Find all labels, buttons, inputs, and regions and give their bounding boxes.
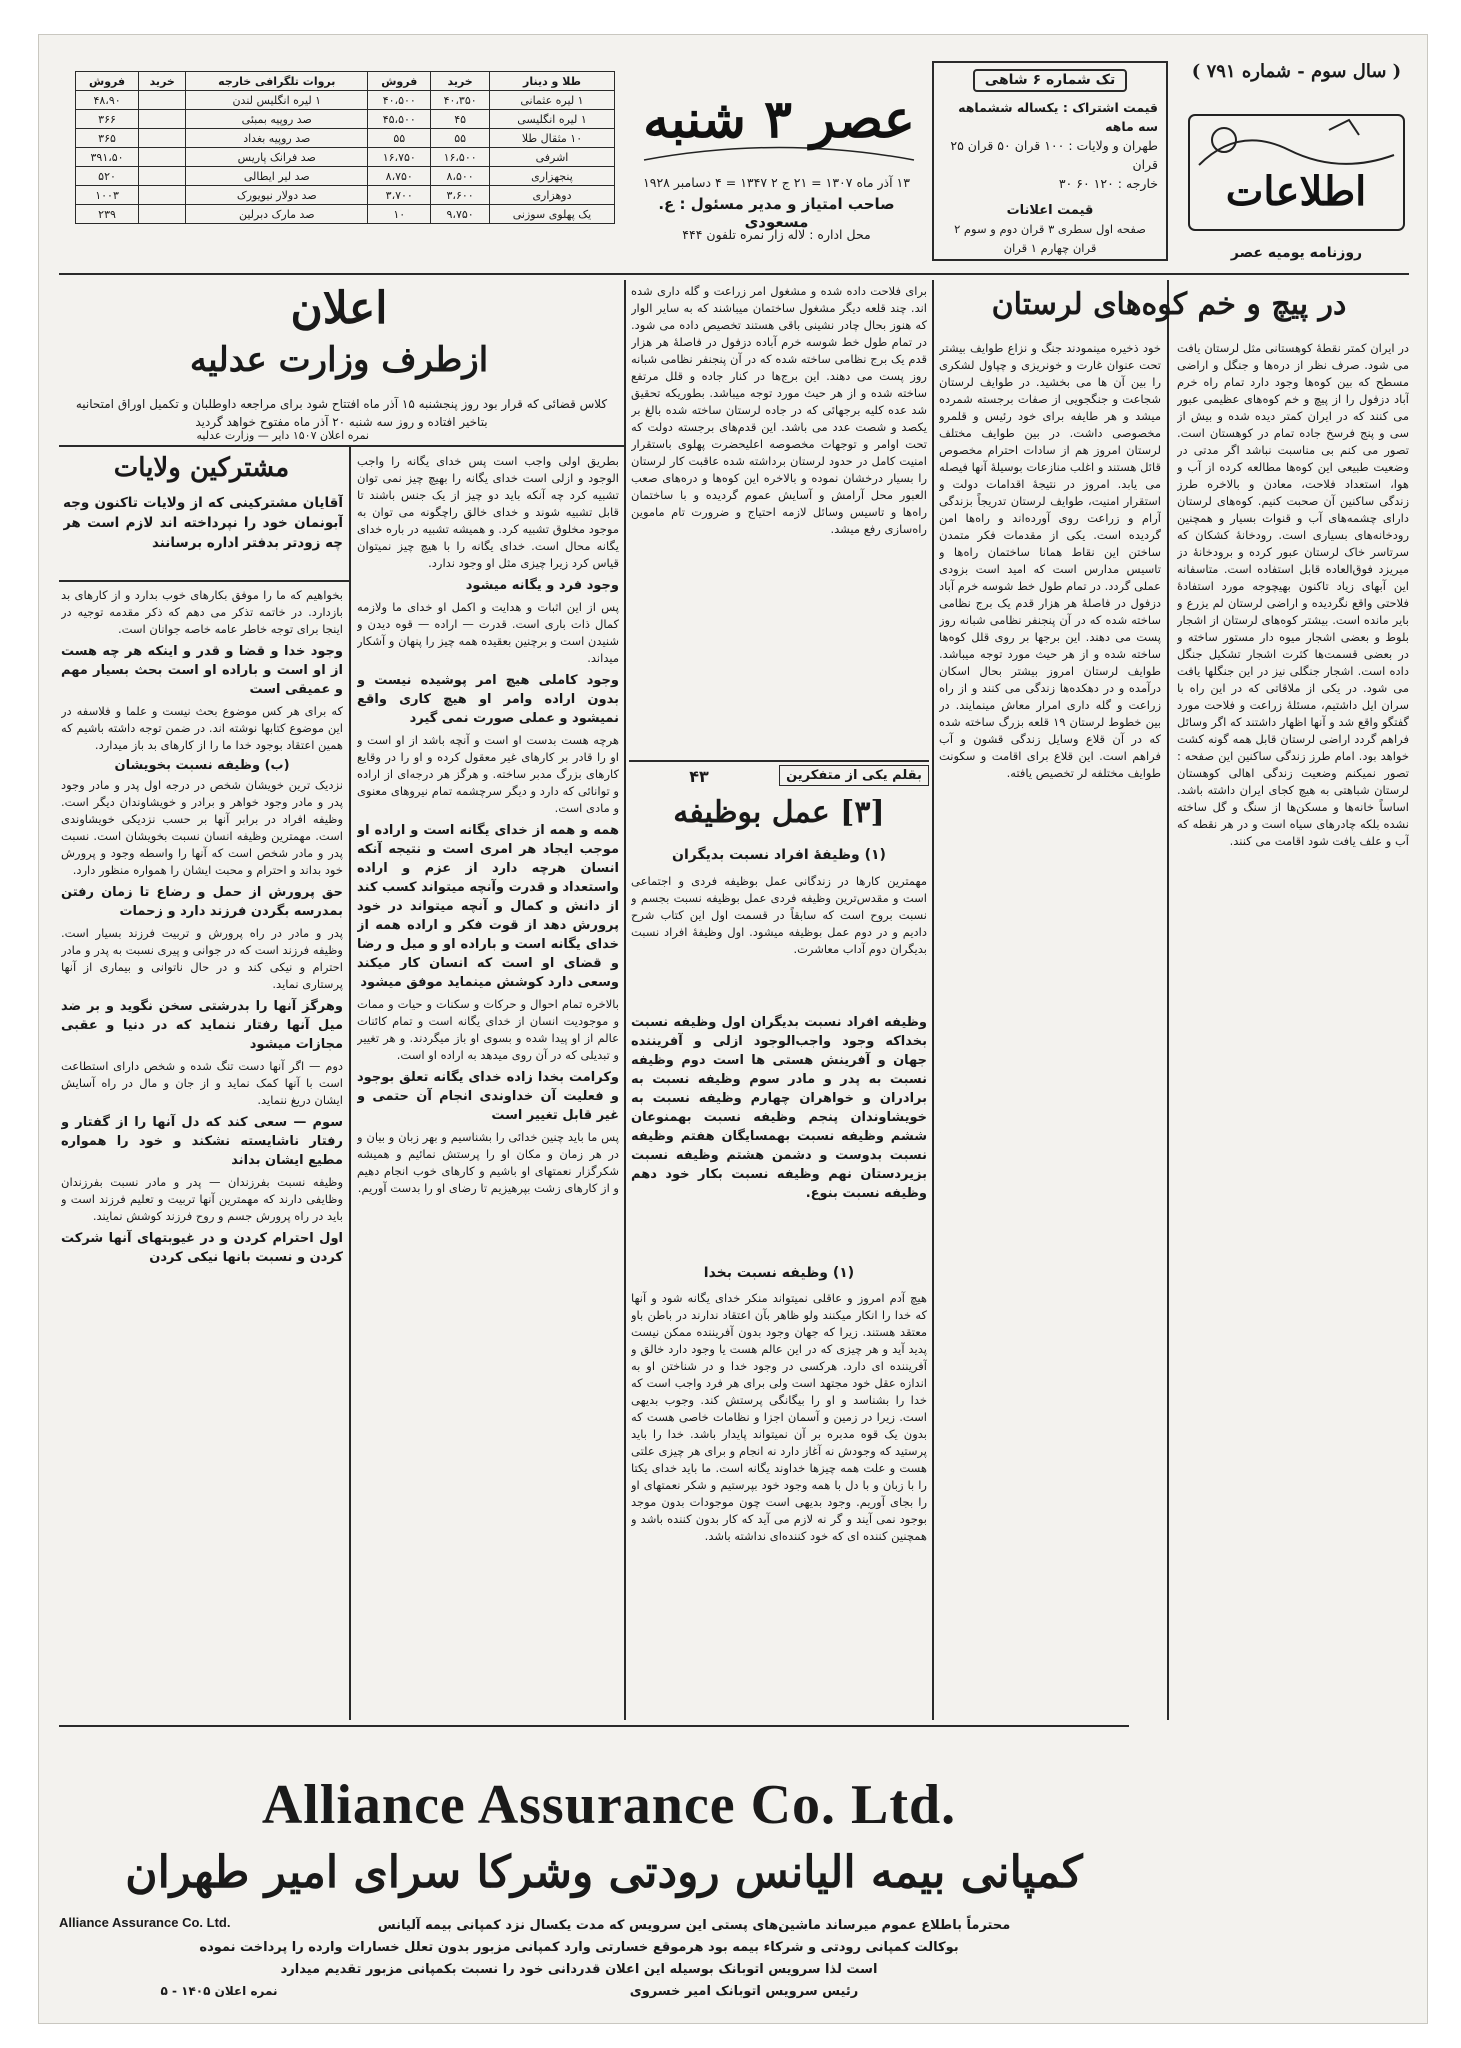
lorestan-headline: در پیچ و خم کوه‌های لرستان [991, 287, 1347, 322]
date-line: ۱۳ آذر ماه ۱۳۰۷ = ۲۱ ج ۲ ۱۳۴۷ = ۴ دسامبر ۱۹۲۸ [643, 175, 910, 190]
rate-gold-name: ۱ لیره انگلیسی [489, 110, 614, 129]
office-line: محل اداره : لاله زار نمره تلفون ۴۴۴ [682, 227, 871, 242]
subscribers-body: آقایان مشترکینی که از ولایات تاکنون وجه آبونمان خود را نپرداخته اند لازم است هر چه زودتر بدفتر اداره برسانند [63, 495, 343, 551]
subscription-tehran: طهران و ولایات : ۱۰۰ قران ۵۰ قران ۲۵ قران [950, 138, 1158, 172]
subscription-price-title: قیمت اشتراک : یکساله ششماهه سه ماهه [958, 100, 1158, 134]
rate-fx-name: صد فرانک پاریس [186, 148, 368, 167]
series-body-bold: وظیفه افراد نسبت بدیگران اول وظیفه نسبت بخداکه وجود واجب‌الوجود ازلی و آفریننده جهان و آفرینش هستی ها است دوم وظیفه نسبت به پدر و مادر سوم وظیفه نسبت به برادران و خواهران چهارم وظیفه نسبت به خویشاوندان پنجم وظیفه نسبت بهمنوعان ششم وظیفه نسبت بهمسایگان هفتم وظیفه نسبت بدوست و دشمن هشتم وظیفه نسبت بزیردستان نهم وظیفه نسبت بکار خود دهم وظیفه نسبت بنوع. [631, 1015, 927, 1201]
rate-fx-buy [139, 110, 186, 129]
rate-gold-sell: ۵۵ [368, 129, 431, 148]
rates-row [76, 148, 615, 167]
lorestan-col3: برای فلاحت داده شده و مشغول امر زراعت و گله داری شده اند. چند قلعه دیگر مشغول ساختمان میباشند که به سایر الوار که هنوز بحال چادر نشینی باقی هستند تخصیص داده می شود. در تمام طول خط شوسه خرم آباده دزفول در فاصلهٔ هر هزار قدم یک برج نظامی ساخته شده که در آن پنجنفر نظامی شبانه روز پست می دهند. این برج‌ها در کنار جاده و قلل مرتفع ساخته شده و از هر حیث مورد توجه میباشد. بطوریکه تحقیق شد عده کلیه برجهائی که در جاده لرستان ساخته شده بالغ بر یکصد و شصت عدد می باشد. این قدم‌های برجسته دولت که تحت اوامر و توجهات مخصوصه اعلیحضرت پهلوی باستقرار امنیت کامل در حدود لرستان برداشته شده عاقبت کار لرستان را بسیار درخشان نموده و بالاخره این کوه‌ها و دره‌های صعب العبور محل آرامش و آسایش عموم گردیده و با ساختمان راه‌ها و تاسیس وسائل لازمه احتیاج و ضرورت تام ماموین راه‌سازی رفع میشد. [631, 284, 927, 536]
announcement-subtitle: ازطرف وزارت عدلیه [189, 340, 489, 380]
rates-header-fx-sell: فروش [76, 72, 139, 91]
rate-gold-sell: ۱۶،۷۵۰ [368, 148, 431, 167]
essay-a-para2: نزدیک ترین خویشان شخص در درجه اول پدر و مادر وجود پدر و مادر وجود خواهر و برادر و خویشاوندان دیگر است. وظیفه افراد در برابر آنها بر حسب نزدیکی خویشاوندی است. مهمترین وظیفه انسان نسبت بخویشان است. نسبت پدر و مادر شخص است که آنها را واسطه وجود و پرورش خود بداند و احترام و محبت ایشان را همواره منظور دارد. [61, 778, 343, 877]
announcement-body: کلاس قضائی که قرار بود روز پنجشنبه ۱۵ آذر ماه افتتاح شود برای مراجعه داوطلبان و تکمیل اوراق امتحانیه بتاخیر افتاده و روز سه شنبه ۲۰ آذر ماه مفتوح خواهد گردید [75, 397, 608, 429]
masthead-title-text: عصر ۳ شنبه [643, 89, 915, 150]
rate-gold-name: یک پهلوی سوزنی [489, 205, 614, 224]
ad-body-line3: است لذا سرویس اتوبانک بوسیله این اعلان قدردانی خود را نسبت بکمپانی مزبور تقدیم میدارد [280, 1962, 878, 1977]
rates-row [76, 186, 615, 205]
series-body-start: مهمترین کارها در زندگانی عمل بوظیفه فردی و اجتماعی است و مقدس‌ترین وظیفه فردی عمل بوظیفه نسبت بجسم و نسبت بروح است که سابقاً در قسمت اول این کتاب شرح دادیم و در دوم عمل بوظیفه میشود. اول وظیفهٔ افراد نسبت بدیگران دوم آداب معاشرت. [631, 874, 927, 956]
rate-gold-buy: ۴۵ [431, 110, 490, 129]
rate-fx-buy [139, 167, 186, 186]
essay-a-section2: (ب) وظیفه نسبت بخویشان [114, 758, 290, 773]
rates-row [76, 205, 615, 224]
rate-gold-sell: ۳،۷۰۰ [368, 186, 431, 205]
essay-b-bold3: همه و همه از خدای یگانه است و اراده او موجب ایجاد هر امری است و نتیجه آنکه انسان هرچه دارد از عزم و اراده واستعداد و قدرت وآنچه میتواند کسب کند از دانش و کمال و آنچه میتواند در خود پرورش دهد از قوت فکر و اراده همه از خدای یگانه است و باراده او و میل و رضا و قضای او است که انسان کار میکند وسعی دارد کوشش مینماید موفق میشود [357, 823, 619, 990]
rate-gold-buy: ۹،۷۵۰ [431, 205, 490, 224]
ads-price-line: صفحه اول سطری ۳ قران دوم و سوم ۲ قران چهارم ۱ قران [954, 222, 1146, 255]
rate-gold-buy: ۴۰،۳۵۰ [431, 91, 490, 110]
masthead-title [634, 65, 924, 175]
essay-b-bold4: وکرامت بخدا زاده خدای یگانه تعلق بوجود و فعلیت آن خداوندی انجام آن حتمی و غیر قابل تغییر است [357, 1070, 619, 1123]
subscription-box [932, 61, 1168, 261]
essay-a-para4: دوم — اگر آنها دست تنگ شده و شخص دارای استطاعت است با آنها کمک نماید و از جان و مال در راه آسایش ایشان دریغ ننماید. [61, 1059, 343, 1107]
essay-a-bold5: اول احترام کردن و در غیوبتهای آنها شرکت کردن و نسبت بانها نیکی کردن [61, 1231, 343, 1265]
column-rule-2 [932, 280, 934, 1720]
newspaper-logo [1179, 95, 1414, 245]
rates-row [76, 91, 615, 110]
rate-gold-name: پنجهزاری [489, 167, 614, 186]
essay-b-para1: بطریق اولی واجب است پس خدای یگانه را واجب الوجود و ازلی است خدای یگانه را بهیچ چیز نمی توان تشبیه کرد چه آنکه باید دو چیز از یک جنس باشند تا قابل تشبیه شوند و خدای خالق راچگونه می توان به موجود مخلوق تشبیه کرد. و همیشه تشبیه در باره خدای یگانه محال است. خدای یگانه را با هیچ چیز نمیتوان قیاس کرد زیرا چیزی مثل او وجود ندارد. [357, 454, 619, 570]
rate-fx-name: صد روپیه بغداد [186, 129, 368, 148]
ad-body-line2: بوکالت کمپانی رودتی و شرکاء بیمه بود هرموقع خسارتی وارد کمپانی مزبور بدون تعلل خسارات وارده را پرداخت نموده [199, 1940, 959, 1955]
ad-number: نمره اعلان ۱۴۰۵ - ۵ [160, 1984, 278, 1998]
ad-signature: رئیس سرویس اتوبانک امیر خسروی [629, 1984, 859, 1999]
essay-a-para1: که برای هر کس موضوع بحث نیست و علما و فلاسفه در این موضوع کتابها نوشته اند. در ضمن توجه داشته باشیم که همین اعتقاد بوجود خدا ما را از کارهای بد باز میدارد. [61, 704, 343, 752]
column-rule-4 [349, 445, 351, 1720]
essay-a-bold3: وهرگز آنها را بدرشتی سخن نگوید و بر ضد میل آنها رفتار ننماید که در دنیا و عقبی مجازات میشود [61, 999, 343, 1052]
essay-a-bold2: حق پرورش از حمل و رضاع تا زمان رفتن بمدرسه بگردن فرزند دارد و زحمات [61, 885, 343, 919]
rates-header-sell: فروش [368, 72, 431, 91]
rates-header-fx: بروات تلگرافی خارجه [186, 72, 368, 91]
newspaper-page [38, 34, 1428, 2024]
rate-fx-sell: ۳۶۵ [76, 129, 139, 148]
rate-fx-buy [139, 91, 186, 110]
ad-body-line1: محترماً باطلاع عموم میرساند ماشین‌های پستی این سرویس که مدت یکسال نزد کمپانی بیمه آلیانس [377, 1918, 1011, 1933]
single-issue-price: تک شماره ۶ شاهی [973, 69, 1127, 92]
essay-a-para3: پدر و مادر در راه پرورش و تربیت فرزند بسیار است. وظیفه فرزند است که در جوانی و پیری نسبت به پدر و مادر احترام و نیکی کند و در حال ناتوانی و بیماری از آنها پرستاری نماید. [61, 926, 343, 991]
rate-gold-buy: ۸،۵۰۰ [431, 167, 490, 186]
rate-gold-buy: ۳،۶۰۰ [431, 186, 490, 205]
rate-gold-name: دوهزاری [489, 186, 614, 205]
announcement-rule [59, 445, 624, 447]
series-byline: بقلم یکی از متفکرین [779, 765, 929, 786]
essay-a-intro: بخواهیم که ما را موفق بکارهای خوب بدارد و از کارهای بد بازدارد. در خاتمه تذکر می دهم که ذکر مقدمه توجیه در اینجا برای توجه خاطر عامه خاصه جوانان است. [61, 588, 343, 636]
series-top-rule [629, 760, 929, 762]
rates-row [76, 167, 615, 186]
issue-serial: ( سال سوم - شماره ۷۹۱ ) [1191, 61, 1402, 82]
subscription-abroad: خارجه : ۱۲۰ ۶۰ ۳۰ [1058, 176, 1158, 191]
ad-top-rule [59, 1725, 1129, 1727]
rate-fx-buy [139, 129, 186, 148]
daily-subtitle: روزنامه یومیه عصر [1230, 245, 1363, 261]
subscribers-rule [59, 580, 349, 582]
rate-fx-name: صد دولار نیویورک [186, 186, 368, 205]
ads-price-title: قیمت اعلانات [1006, 203, 1094, 218]
rates-header-fx-buy: خرید [139, 72, 186, 91]
essay-b-para5: پس ما باید چنین خدائی را بشناسیم و بهر زبان و بیان و در هر زمان و مکان او را پرستش نمائیم و همیشه شکرگزار نعمتهای او باشیم و کارهای خوب انجام دهیم و از کارهای زشت بپرهیزیم تا رضای او را بدست آوریم. [357, 1130, 619, 1195]
rate-gold-sell: ۴۵،۵۰۰ [368, 110, 431, 129]
rates-row [76, 129, 615, 148]
rate-fx-sell: ۳۹۱،۵۰ [76, 148, 139, 167]
rate-gold-buy: ۱۶،۵۰۰ [431, 148, 490, 167]
announcement-footer: نمره اعلان ۱۵۰۷ دایر — وزارت عدلیه [196, 429, 369, 442]
series-number: ۴۳ [689, 767, 709, 786]
rate-fx-name: صد لیر ایطالی [186, 167, 368, 186]
essay-col-a [61, 587, 343, 1715]
rate-gold-sell: ۸،۷۵۰ [368, 167, 431, 186]
rate-gold-sell: ۴۰،۵۰۰ [368, 91, 431, 110]
proprietor-line: صاحب امتیاز و مدیر مسئول : ع. مسعودی [658, 195, 895, 231]
essay-a-bold1: وجود خدا و قضا و قدر و اینکه هر چه هست از او است و باراده او است بحث بسیار مهم و عمیقی است [61, 644, 343, 697]
essay-b-para3: هرچه هست بدست او است و آنچه باشد از او است و او را قادر بر کارهای غیر معقول کرده و او را در وقایع کارهای بزرگ مدبر ساخته. و هرگز هر درجه‌ای از اراده و توانائی که دارد و دیگر سرچشمه تمام نیروهای معنوی و مادی است. [357, 733, 619, 815]
rate-gold-sell: ۱۰ [368, 205, 431, 224]
series-section-god: (۱) وظیفه نسبت بخدا [703, 1265, 855, 1281]
rate-fx-name: صد روپیه بمبئی [186, 110, 368, 129]
rate-fx-sell: ۳۶۶ [76, 110, 139, 129]
rates-row [76, 110, 615, 129]
essay-a-bold4: سوم — سعی کند که دل آنها را از گفتار و رفتار ناشایسته نشکند و خود را همواره مطیع ایشان بداند [61, 1115, 343, 1168]
series-body-rest: هیچ آدم امروز و عاقلی نمیتواند منکر خدای یگانه شود و آنها که خدا را انکار میکنند ولو ظاهر بآن اعتقاد ندارند در باطن باو معتقد هستند. زیرا که جهان وجود بدون آفریننده ممکن نیست پدید آید و هر چیزی که در این عالم هست یا وجود دارد خالق و آفریننده ای دارد. هرکسی در وجود خدا و در شناختن او به اندازه عقل خود مجتهد است ولی برای هر فرد واجب است که خدا را بشناسد و او را بیگانگی پرستش کند. وجوب بدیهی است. زیرا در زمین و آسمان اجزا و نظامات خاصی هست که بدون یک قوه مدبره بر آن نمیتواند پایدار باشد. خدا را باید پرستید که وجودش نه آغاز دارد نه انجام و برای هر چیزی علتی هست و علت همه چیزها خداوند یگانه است. ما باید خدای یکتا را با زبان و با دل با همه وجود خود بپرستیم و شکر نعمتهای او را بجای آوریم. وجود بدیهی است چون موجودات بدون موجد بوجود نمی آیند و گر نه لازم می آید که کار بدون کننده باشد و همچنین کننده ای که خود کننده‌ای نداشته باشد. [631, 1291, 927, 1543]
exchange-rates-table [75, 71, 615, 224]
rate-fx-buy [139, 148, 186, 167]
subscribers-title: مشترکین ولایات [113, 453, 290, 483]
rate-fx-sell: ۴۸،۹۰ [76, 91, 139, 110]
ad-persian-title: کمپانی بیمه الیانس رودتی وشرکا سرای امیر طهران [125, 1847, 1083, 1898]
series-subhead: (۱) وظیفهٔ افراد نسبت بدیگران [672, 847, 886, 863]
rate-fx-sell: ۲۳۹ [76, 205, 139, 224]
lorestan-col1: در ایران کمتر نقطهٔ کوهستانی مثل لرستان یافت می شود. صرف نظر از دره‌ها و جنگل و اراضی مسطح که بین کوه‌ها وجود دارد تمام راه خرم آباد دزفول را از پیچ و خم کوه‌های عظیمی عبور می کنند که در ایران کمتر دیده شده و بیش از سی و پنج فرسخ جاده تمام در کوهستان است. تصور می کنم بی مناسبت نباشد اگر مدتی در وضعیت طبیعی این کوه‌ها مطالعه کرده از آب و هوا، استعداد فلاحت، معادن و بالاخره طرز زندگی ساکنین آن صحبت کنیم. کوه‌های لرستان دارای چشمه‌های آب و قنوات بسیار و همچنین رودخانه‌های بسیاری است. رودخانهٔ کشکان که سرتاسر خاک لرستان عبور کرده و برودخانهٔ دز میریزد فوق‌العاده قابل استفاده است. متاسفانه این آبهای زیاد تاکنون بهیچوجه مورد استفادهٔ فلاحتی واقع نگردیده و اراضی لرستان لم یزرع و بایر مانده است. بیشتر کوه‌های لرستان از اشجار بلوط و بعضی اشجار میوه دار مستور ساخته و در بعضی قسمت‌ها کثرت اشجار تشکیل جنگل داده است. اشجار جنگلی نیز در این جنگلها یافت می شود. در یکی از ملاقاتی که در این راه با سران ایل داشتیم، مسئلهٔ زراعت و فلاحت مورد گفتگو واقع شد و آنها اظهار داشتند که اگر وسائل فراهم گردد اراضی لرستان قابل همه گونه کشت خواهد بود. امام طرز زندگی ساکنین این صفحه : تصور نمیکنم وضعیت زندگی اهالی کوهستان لرستان شباهتی به هیچ کجای ایران داشته باشد. اساساً خانه‌ها و مسکن‌ها از سنگ و گل ساخته نشده بلکه چادرهای سیاه است و در هر نقطه که آب و علف یافت شود اقامت می کنند. [1177, 341, 1409, 848]
rate-gold-name: اشرفی [489, 148, 614, 167]
rates-header-buy: خرید [431, 72, 490, 91]
logo-text: اطلاعات [1225, 168, 1367, 215]
essay-b-bold1: وجود فرد و یگانه میشود [465, 578, 619, 593]
rate-gold-name: ۱۰ مثقال طلا [489, 129, 614, 148]
announcement-title: اعلان [290, 283, 388, 334]
column-rule-1 [1167, 280, 1169, 1720]
essay-b-bold2: وجود کاملی هیچ امر پوشیده نیست و بدون اراده وامر او هیچ کاری واقع نمیشود و عملی صورت نمی گیرد [357, 673, 619, 726]
lorestan-col2: خود ذخیره مینمودند جنگ و نزاع طوایف بیشتر تحت عنوان غارت و خونریزی و چپاول لشکری را بین آن ها می بخشید. در طوایف لرستان شجاعت و جنگجویی از صفات برجسته شمرده میشد و هر طایفه برای خود رئیس و قلمرو مخصوصی داشت. در بین طوایف مختلف لرستان امروز هم از سادات احترام مخصوص قائل هستند و اغلب منازعات بوسیلهٔ آنها فیصله می یابد. امروز در نتیجهٔ اقدامات دولت و استقرار امنیت، طوایف لرستان تدریجاً بزندگی آرام و زراعت روی آورده‌اند و راه‌ها امن گردیده است. یکی از مقدمات فکر متمدن ساختن این نقاط همانا ساختمان راه‌ها و تاسیس مدارس است که امید است بزودی عملی گردد. در تمام طول خط شوسه خرم آباد دزفول در فاصلهٔ هر هزار قدم یک برج نظامی ساخته شده که در آن پنجنفر نظامی شبانه روز پست می دهند. این برجها بر روی قلل کوه‌ها ساخته شده و از هر حیث مورد توجه میباشد. طوایف لرستان امروز بیشتر بحال اسکان درآمده و در دهکده‌ها زندگی می کنند و از راه زراعت و گله داری امرار معاش مینمایند. در بین خطوط لرستان ۱۹ قلعه بزرگ ساخته شده که در آن قلاع وسایل زندگی قشون و آب فراهم است. این قلاع برای اقامت و سکونت طوایف مختلفه لر تخصیص یافته. [939, 341, 1161, 780]
rate-fx-buy [139, 205, 186, 224]
ad-english-title: Alliance Assurance Co. Ltd. [261, 1774, 957, 1836]
ad-english-name: Alliance Assurance Co. Ltd. [59, 1915, 231, 1930]
essay-b-para2: پس از این اثبات و هدایت و اکمل او خدای ما ولازمه کمال ذات باری است. قدرت — اراده — قوه دیدن و شنیدن است و برچنین بعقیده همه چیز را پنهان و آشکار میداند. [357, 600, 619, 665]
rate-fx-name: صد مارک دبرلین [186, 205, 368, 224]
masthead-rule [59, 273, 1409, 275]
rate-gold-buy: ۵۵ [431, 129, 490, 148]
rate-fx-name: ۱ لیره انگلیس لندن [186, 91, 368, 110]
essay-a-para5: وظیفه نسبت بفرزندان — پدر و مادر نسبت بفرزندان وظایفی دارند که مهمترین آنها تربیت و تعلیم فرزند است و باید در راه پرورش جسم و روح فرزند کوشش نمایند. [61, 1175, 343, 1223]
essay-b-para4: بالاخره تمام احوال و حرکات و سکنات و حیات و ممات و موجودیت انسان از خدای یگانه است و تمام کائنات عالم از او پیدا شده و بسوی او باز میگردند. و هر تغییر و تبدیلی که در آن روی میدهد به اراده او است. [357, 997, 619, 1062]
rates-header-gold: طلا و دینار [489, 72, 614, 91]
essay-col-b [357, 453, 619, 1715]
rate-gold-name: ۱ لیره عثمانی [489, 91, 614, 110]
rate-fx-sell: ۱۰۰۳ [76, 186, 139, 205]
rate-fx-sell: ۵۲۰ [76, 167, 139, 186]
column-rule-3 [624, 280, 626, 1720]
rate-fx-buy [139, 186, 186, 205]
series-headline: [۳] عمل بوظیفه [673, 795, 885, 830]
